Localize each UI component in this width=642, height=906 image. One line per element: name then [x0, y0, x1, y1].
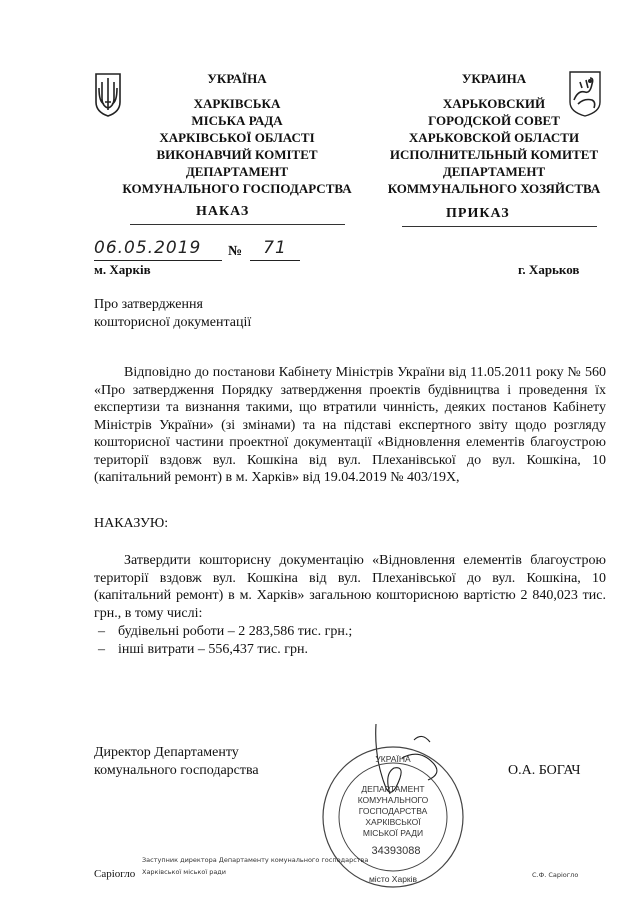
header-ru-line: ГОРОДСКОЙ СОВЕТ: [428, 113, 560, 128]
signer-position-line: комунального господарства: [94, 763, 259, 778]
city-ru: г. Харьков: [518, 262, 580, 277]
deputy-initials: С.Ф. Саріогло: [532, 871, 579, 879]
header-ua: [112, 70, 362, 197]
decision: [94, 552, 606, 658]
list-item: – будівельні роботи – 2 283,586 тис. грн.;: [98, 624, 353, 639]
header-ua-line: ДЕПАРТАМЕНТ: [185, 164, 289, 179]
preamble: [94, 364, 606, 487]
decision-text: Затвердити кошторисну документацію «Відновлення елементів благоустрою території вздовж вул. Кошкіна від вул. Плеханівської до вул. Кошкіна, 10 (капітальний ремонт) в м. Харків» загальною кошторисною вартістю 2 840,023 тис. грн., в тому числі:: [94, 553, 606, 621]
header-ru-line: ДЕПАРТАМЕНТ: [442, 164, 546, 179]
header-ua-line: ХАРКІВСЬКОЇ ОБЛАСТІ: [159, 130, 315, 145]
country-ru: УКРАИНА: [461, 71, 527, 86]
header-ua-line: ВИКОНАВЧИЙ КОМІТЕТ: [156, 147, 318, 162]
header-ua-line: ХАРКІВСЬКА: [193, 96, 281, 111]
deputy-line: Харківської міської ради: [142, 868, 227, 876]
list-item: – інші витрати – 556,437 тис. грн.: [98, 641, 308, 657]
stamp-line: ХАРКІВСЬКОЇ: [365, 817, 421, 827]
signer-name: О.А. БОГАЧ: [508, 763, 581, 778]
order-date: 06.05.2019: [94, 238, 222, 261]
signer-position: [94, 744, 259, 780]
header-ru-line: ХАРЬКОВСКИЙ: [442, 96, 546, 111]
doc-title-ru: ПРИКАЗ: [446, 206, 510, 221]
order-word: НАКАЗУЮ:: [94, 516, 169, 531]
header-ru: [374, 70, 614, 197]
stamp-line: КОМУНАЛЬНОГО: [357, 795, 429, 805]
header-ru-line: КОММУНАЛЬНОГО ХОЗЯЙСТВА: [387, 181, 601, 196]
stamp-code: 34393088: [371, 845, 421, 857]
approver: Саріогло: [94, 868, 136, 880]
stamp-bottom: місто Харків: [368, 874, 418, 884]
preamble-text: Відповідно до постанови Кабінету Міністрів України від 11.05.2011 року № 560 «Про затвердження Порядку затвердження проектів будівництва і проведення їх експертизи та визнання такими, що втратили чинність, деяких постанов Кабінету Міністрів України» (зі змінами) та на підставі експертного звіту щодо розгляду кошторисної частини проектної документації «Відновлення елементів благоустрою території вздовж вул. Кошкіна від вул. Плеханівської до вул. Кошкіна, 10 (капітальний ремонт) в м. Харків» від 19.04.2019 № 403/19Х,: [94, 365, 606, 485]
signer-position-line: Директор Департаменту: [94, 745, 239, 760]
subject-line: Про затвердження: [94, 297, 203, 312]
order-number-sign: №: [228, 244, 243, 259]
stamp-line: МІСЬКОЇ РАДИ: [362, 828, 424, 838]
official-stamp: [318, 742, 468, 892]
header-ua-line: КОМУНАЛЬНОГО ГОСПОДАРСТВА: [122, 181, 352, 196]
country-ua: УКРАЇНА: [207, 71, 267, 86]
city-ua: м. Харків: [94, 262, 151, 277]
header-ru-line: ИСПОЛНИТЕЛЬНЫЙ КОМИТЕТ: [389, 147, 599, 162]
header-ru-line: ХАРЬКОВСКОЙ ОБЛАСТИ: [408, 130, 580, 145]
stamp-line: ГОСПОДАРСТВА: [358, 806, 428, 816]
divider: [402, 226, 597, 227]
subject: [94, 296, 251, 332]
divider: [130, 224, 345, 225]
subject-line: кошторисної документації: [94, 315, 252, 330]
order-number: 71: [250, 238, 300, 261]
stamp-line: ДЕПАРТАМЕНТ: [361, 784, 425, 794]
deputy-line: Заступник директора Департаменту комунального господарства: [142, 856, 369, 864]
stamp-top: УКРАЇНА: [375, 754, 411, 764]
doc-title-ua: НАКАЗ: [196, 204, 250, 219]
header-ua-line: МІСЬКА РАДА: [191, 113, 283, 128]
